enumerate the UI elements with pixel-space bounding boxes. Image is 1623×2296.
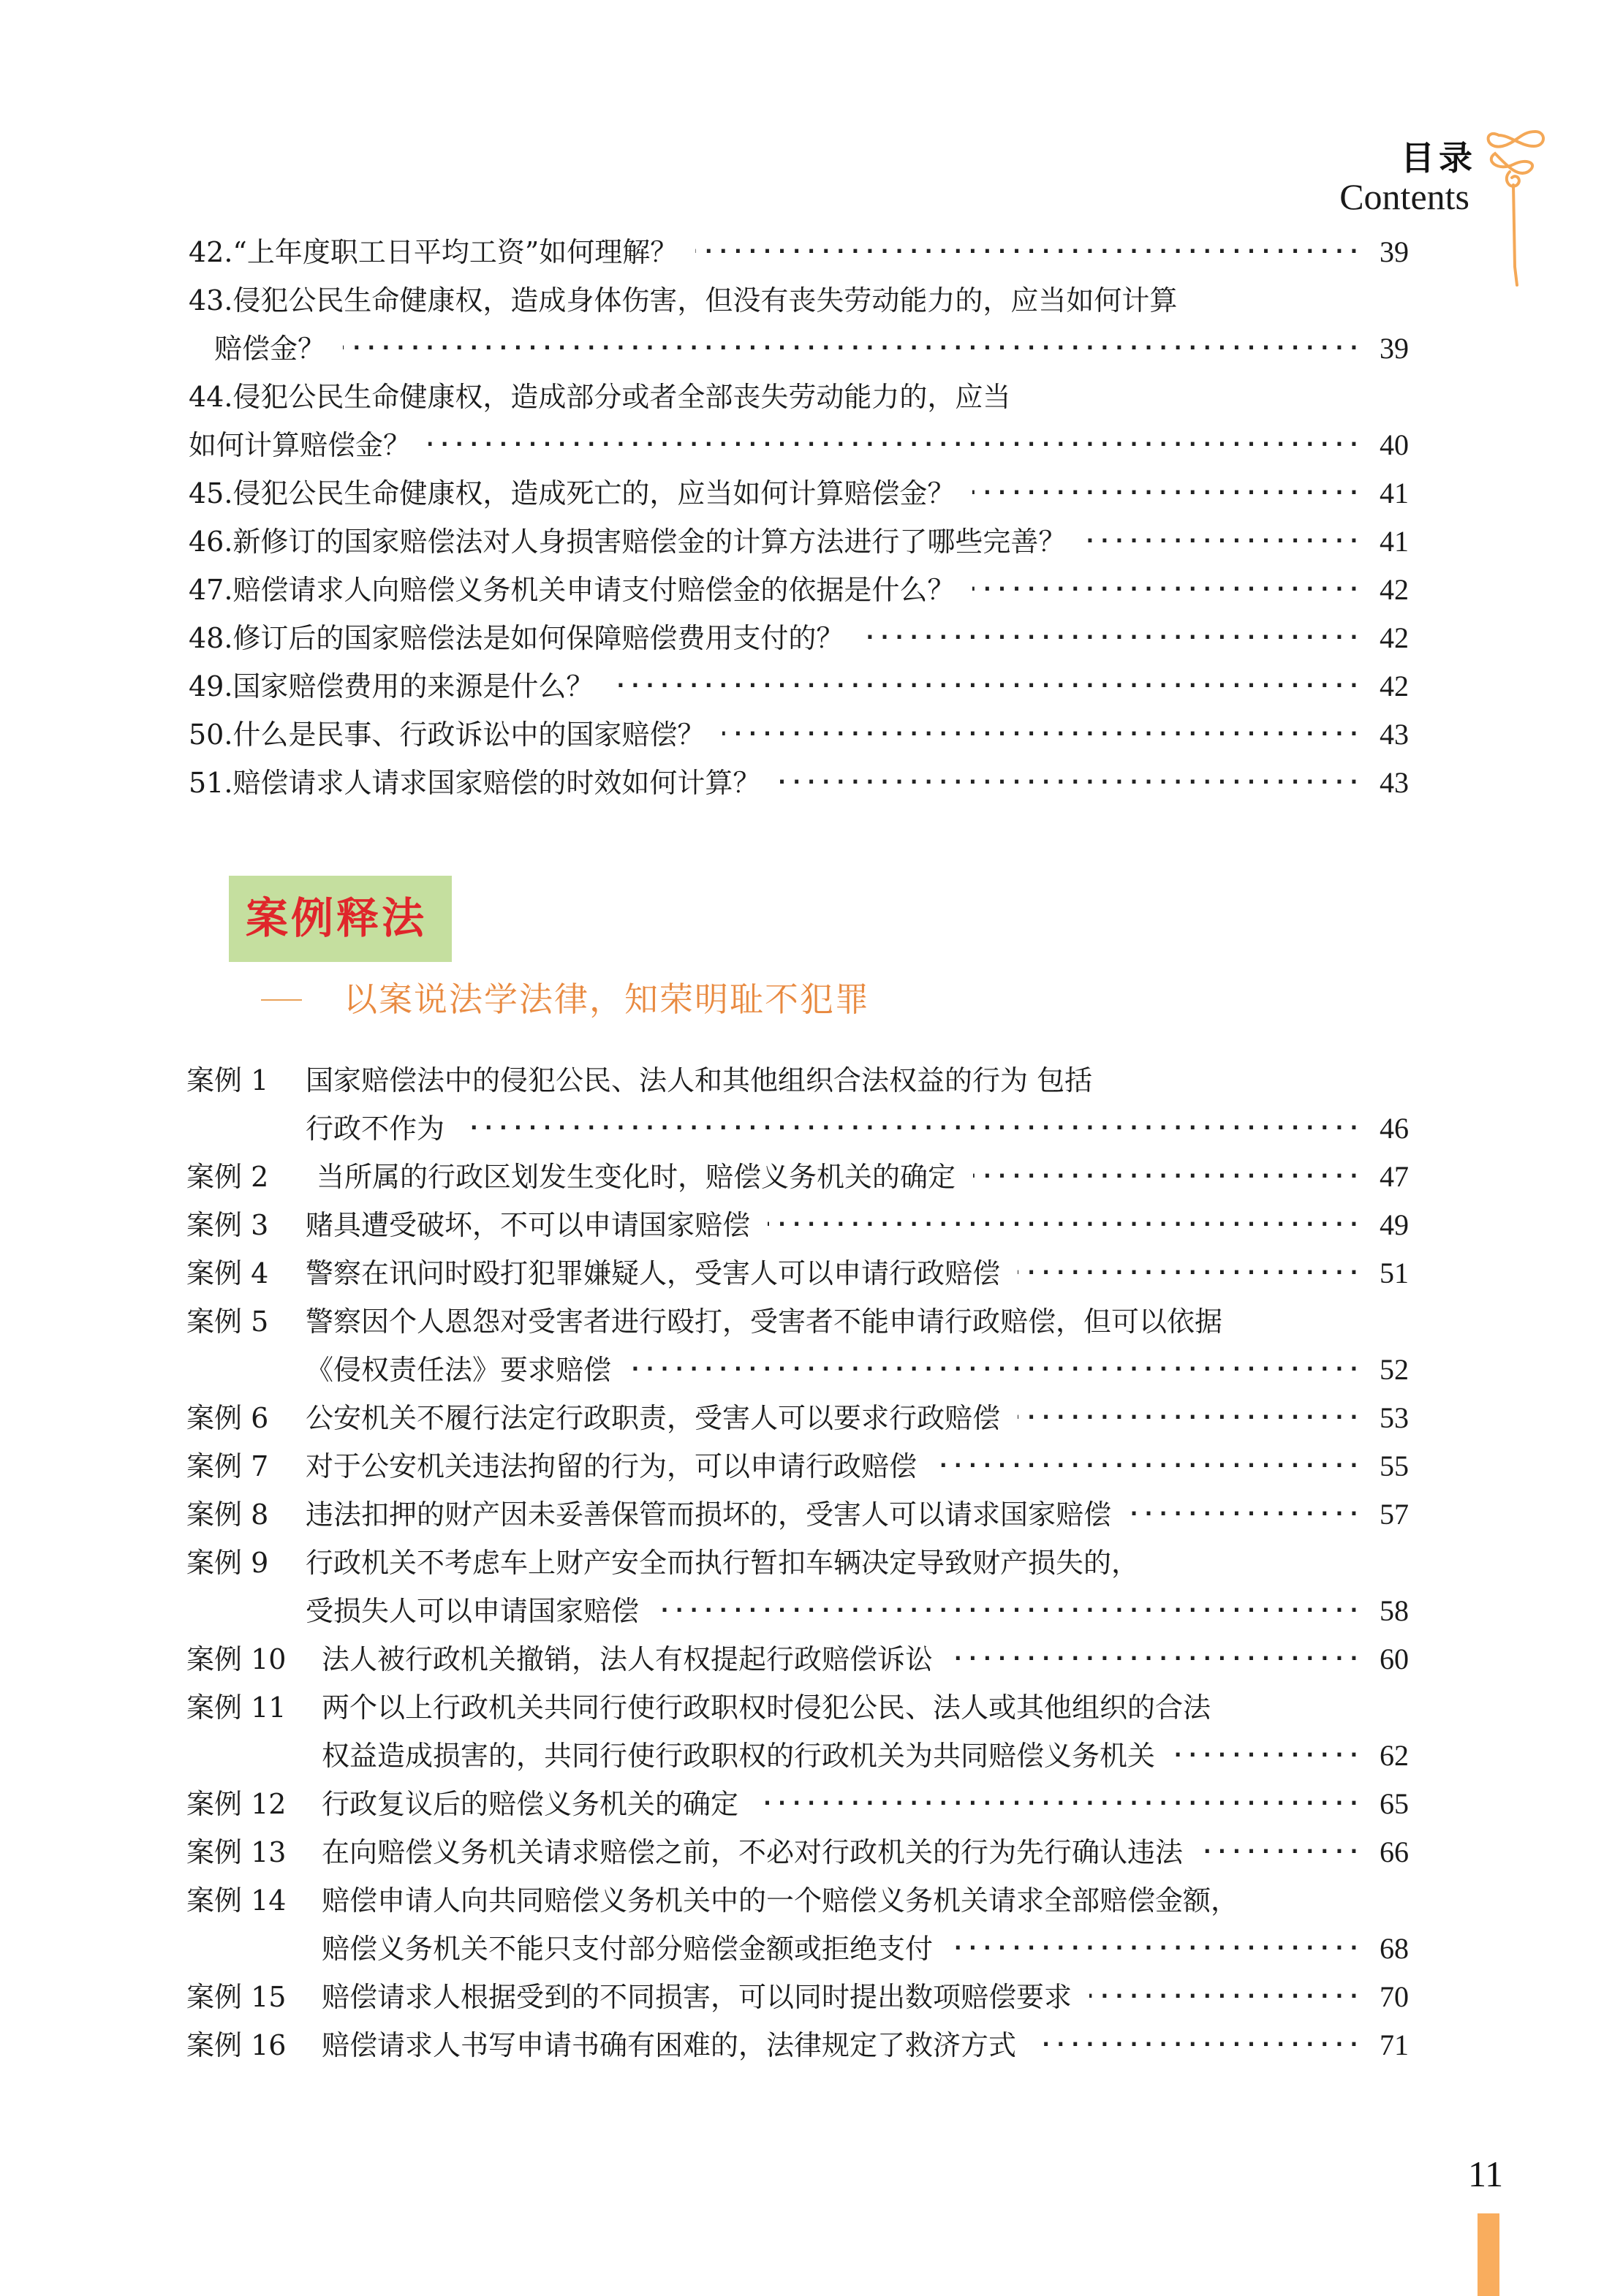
- toc-case-item[interactable]: [0, 1734, 1623, 1778]
- toc-case-item[interactable]: [0, 1686, 1623, 1729]
- toc-question-item[interactable]: [0, 520, 1623, 564]
- toc-question-item[interactable]: [0, 616, 1623, 660]
- toc-case-item[interactable]: [0, 1541, 1623, 1585]
- toc-question-item[interactable]: [0, 230, 1623, 274]
- entry-text: 行政不作为: [306, 1113, 445, 1145]
- dot-leader: [972, 471, 1362, 515]
- page-ref: 60: [1380, 1643, 1409, 1675]
- entry-text: 两个以上行政机关共同行使行政职权时侵犯公民、法人或其他组织的合法: [322, 1691, 1211, 1724]
- toc-case-item[interactable]: [0, 1927, 1623, 1971]
- dot-leader: [950, 1637, 1362, 1681]
- page-ref: 42: [1380, 670, 1409, 702]
- page-ref: 42: [1380, 573, 1409, 606]
- entry-text: 44.侵犯公民生命健康权，造成部分或者全部丧失劳动能力的，应当: [189, 381, 1011, 413]
- entry-text: 45.侵犯公民生命健康权，造成死亡的，应当如何计算赔偿金？: [189, 477, 956, 509]
- toc-question-item[interactable]: [0, 327, 1623, 371]
- dot-leader: [1089, 1975, 1362, 2019]
- entry-text: 法人被行政机关撤销，法人有权提起行政赔偿诉讼: [322, 1643, 934, 1675]
- case-label: 案例 14: [186, 1884, 287, 1917]
- page-ref: 43: [1380, 766, 1409, 799]
- page-ref: 57: [1380, 1498, 1409, 1531]
- case-label: 案例 5: [186, 1306, 269, 1338]
- entry-text: 47.赔偿请求人向赔偿义务机关申请支付赔偿金的依据是什么？: [189, 574, 956, 606]
- case-label: 案例 6: [186, 1402, 269, 1434]
- case-label: 案例 16: [186, 2029, 287, 2061]
- toc-case-item[interactable]: [0, 1203, 1623, 1247]
- dot-leader: [722, 713, 1362, 757]
- page-ref: 47: [1380, 1160, 1409, 1193]
- dot-leader: [1200, 1830, 1362, 1874]
- case-label: 案例 2: [186, 1161, 269, 1193]
- case-label: 案例 11: [186, 1691, 287, 1724]
- entry-text: 50.什么是民事、行政诉讼中的国家赔偿？: [189, 719, 705, 751]
- page-ref: 65: [1380, 1787, 1409, 1820]
- entry-text: 赌具遭受破坏，不可以申请国家赔偿: [306, 1209, 751, 1241]
- toc-case-item[interactable]: [0, 1251, 1623, 1295]
- entry-text: 46.新修订的国家赔偿法对人身损害赔偿金的计算方法进行了哪些完善？: [189, 526, 1067, 558]
- dot-leader: [462, 1107, 1362, 1151]
- page-ref: 39: [1380, 235, 1409, 268]
- dot-leader: [611, 664, 1362, 708]
- section-title: 案例释法: [246, 893, 428, 943]
- dot-leader: [778, 761, 1362, 805]
- toc-case-item[interactable]: [0, 2023, 1623, 2067]
- toc-question-item[interactable]: [0, 471, 1623, 515]
- entry-text: 《侵权责任法》要求赔偿: [306, 1354, 612, 1386]
- entry-text: 公安机关不履行法定行政职责，受害人可以要求行政赔偿: [306, 1402, 1001, 1434]
- page-ref: 55: [1380, 1450, 1409, 1482]
- dot-leader: [973, 1155, 1362, 1199]
- entry-text: 对于公安机关违法拘留的行为，可以申请行政赔偿: [306, 1450, 918, 1482]
- toc-question-item[interactable]: [0, 713, 1623, 757]
- case-label: 案例 13: [186, 1836, 287, 1868]
- subtitle-dash: [261, 999, 302, 1001]
- entry-text: 赔偿义务机关不能只支付部分赔偿金额或拒绝支付: [322, 1933, 934, 1965]
- toc-case-item[interactable]: [0, 1444, 1623, 1488]
- entry-text: 警察因个人恩怨对受害者进行殴打，受害者不能申请行政赔偿，但可以依据: [306, 1306, 1223, 1338]
- case-label: 案例 15: [186, 1981, 287, 2013]
- toc-question-item[interactable]: [0, 568, 1623, 612]
- entry-text: 51.赔偿请求人请求国家赔偿的时效如何计算？: [189, 767, 761, 799]
- entry-text: 如何计算赔偿金？: [189, 429, 412, 461]
- dot-leader: [1018, 1251, 1362, 1295]
- page-ref: 71: [1380, 2028, 1409, 2061]
- toc-case-item[interactable]: [0, 1782, 1623, 1826]
- toc-case-item[interactable]: [0, 1493, 1623, 1537]
- toc-case-item[interactable]: [0, 1637, 1623, 1681]
- toc-case-item[interactable]: [0, 1348, 1623, 1392]
- entry-text: 赔偿请求人根据受到的不同损害，可以同时提出数项赔偿要求: [322, 1981, 1072, 2013]
- entry-text: 48.修订后的国家赔偿法是如何保障赔偿费用支付的？: [189, 622, 844, 654]
- dot-leader: [950, 1927, 1362, 1971]
- case-label: 案例 4: [186, 1257, 269, 1289]
- page-ref: 42: [1380, 621, 1409, 654]
- entry-text: 43.侵犯公民生命健康权，造成身体伤害，但没有丧失劳动能力的，应当如何计算: [189, 284, 1178, 317]
- page-ref: 52: [1380, 1353, 1409, 1386]
- entry-text: 在向赔偿义务机关请求赔偿之前，不必对行政机关的行为先行确认违法: [322, 1836, 1184, 1868]
- section-subtitle: 以案说法学法律，知荣明耻不犯罪: [344, 980, 870, 1019]
- dot-leader: [1034, 2023, 1362, 2067]
- page-ref: 41: [1380, 477, 1409, 509]
- toc-case-item[interactable]: [0, 1300, 1623, 1344]
- page-edge-bar: [1478, 2213, 1499, 2296]
- toc-case-item[interactable]: [0, 1396, 1623, 1440]
- page-ref: 58: [1380, 1594, 1409, 1627]
- page-ref: 40: [1380, 428, 1409, 461]
- dot-leader: [756, 1782, 1362, 1826]
- toc-case-item[interactable]: [0, 1830, 1623, 1874]
- case-label: 案例 8: [186, 1499, 269, 1531]
- toc-question-item[interactable]: [0, 375, 1623, 419]
- toc-case-item[interactable]: [0, 1058, 1623, 1102]
- entry-text: 国家赔偿法中的侵犯公民、法人和其他组织合法权益的行为 包括: [306, 1064, 1093, 1096]
- dot-leader: [972, 568, 1362, 612]
- dot-leader: [428, 423, 1362, 467]
- page-number: 11: [1468, 2153, 1504, 2194]
- dot-leader: [629, 1348, 1362, 1392]
- page-ref: 46: [1380, 1112, 1409, 1145]
- entry-text: 违法扣押的财产因未妥善保管而损坏的，受害人可以请求国家赔偿: [306, 1499, 1112, 1531]
- page-ref: 70: [1380, 1980, 1409, 2013]
- toc-question-item[interactable]: [0, 279, 1623, 322]
- dot-leader: [1018, 1396, 1362, 1440]
- page-ref: 51: [1380, 1257, 1409, 1289]
- entry-text: 警察在讯问时殴打犯罪嫌疑人，受害人可以申请行政赔偿: [306, 1257, 1001, 1289]
- entry-text: 42.“上年度职工日平均工资”如何理解？: [189, 236, 678, 268]
- entry-text: 行政复议后的赔偿义务机关的确定: [322, 1788, 739, 1820]
- page-ref: 62: [1380, 1739, 1409, 1772]
- dot-leader: [1083, 520, 1362, 564]
- case-label: 案例 10: [186, 1643, 287, 1675]
- entry-text: 49.国家赔偿费用的来源是什么？: [189, 670, 594, 702]
- page-ref: 41: [1380, 525, 1409, 558]
- dot-leader: [934, 1444, 1362, 1488]
- entry-text: 赔偿申请人向共同赔偿义务机关中的一个赔偿义务机关请求全部赔偿金额，: [322, 1884, 1239, 1917]
- toc-case-item[interactable]: [0, 1155, 1623, 1199]
- entry-text: 赔偿金？: [214, 333, 326, 365]
- toc-question-item[interactable]: [0, 664, 1623, 708]
- header-title-cn: 目录: [1401, 138, 1477, 178]
- toc-case-item[interactable]: [0, 1107, 1623, 1151]
- dot-leader: [1129, 1493, 1362, 1537]
- page-ref: 43: [1380, 718, 1409, 751]
- toc-question-item[interactable]: [0, 761, 1623, 805]
- case-label: 案例 7: [186, 1450, 269, 1482]
- case-label: 案例 12: [186, 1788, 287, 1820]
- toc-case-item[interactable]: [0, 1589, 1623, 1633]
- dot-leader: [695, 230, 1362, 274]
- toc-question-item[interactable]: [0, 423, 1623, 467]
- dot-leader: [657, 1589, 1362, 1633]
- case-label: 案例 1: [186, 1064, 269, 1096]
- toc-case-item[interactable]: [0, 1879, 1623, 1922]
- entry-text: 权益造成损害的，共同行使行政职权的行政机关为共同赔偿义务机关: [322, 1740, 1156, 1772]
- entry-text: 赔偿请求人书写申请书确有困难的，法律规定了救济方式: [322, 2029, 1017, 2061]
- dot-leader: [343, 327, 1362, 371]
- case-label: 案例 9: [186, 1547, 269, 1579]
- dot-leader: [1173, 1734, 1362, 1778]
- toc-case-item[interactable]: [0, 1975, 1623, 2019]
- dot-leader: [768, 1203, 1362, 1247]
- entry-text: 当所属的行政区划发生变化时，赔偿义务机关的确定: [317, 1161, 956, 1193]
- dot-leader: [861, 616, 1362, 660]
- header-title-en: Contents: [1339, 176, 1469, 217]
- page-ref: 49: [1380, 1208, 1409, 1241]
- page-ref: 39: [1380, 332, 1409, 365]
- case-label: 案例 3: [186, 1209, 269, 1241]
- page-ref: 66: [1380, 1835, 1409, 1868]
- page-ref: 53: [1380, 1401, 1409, 1434]
- entry-text: 行政机关不考虑车上财产安全而执行暂扣车辆决定导致财产损失的，: [306, 1547, 1140, 1579]
- page-ref: 68: [1380, 1932, 1409, 1965]
- entry-text: 受损失人可以申请国家赔偿: [306, 1595, 640, 1627]
